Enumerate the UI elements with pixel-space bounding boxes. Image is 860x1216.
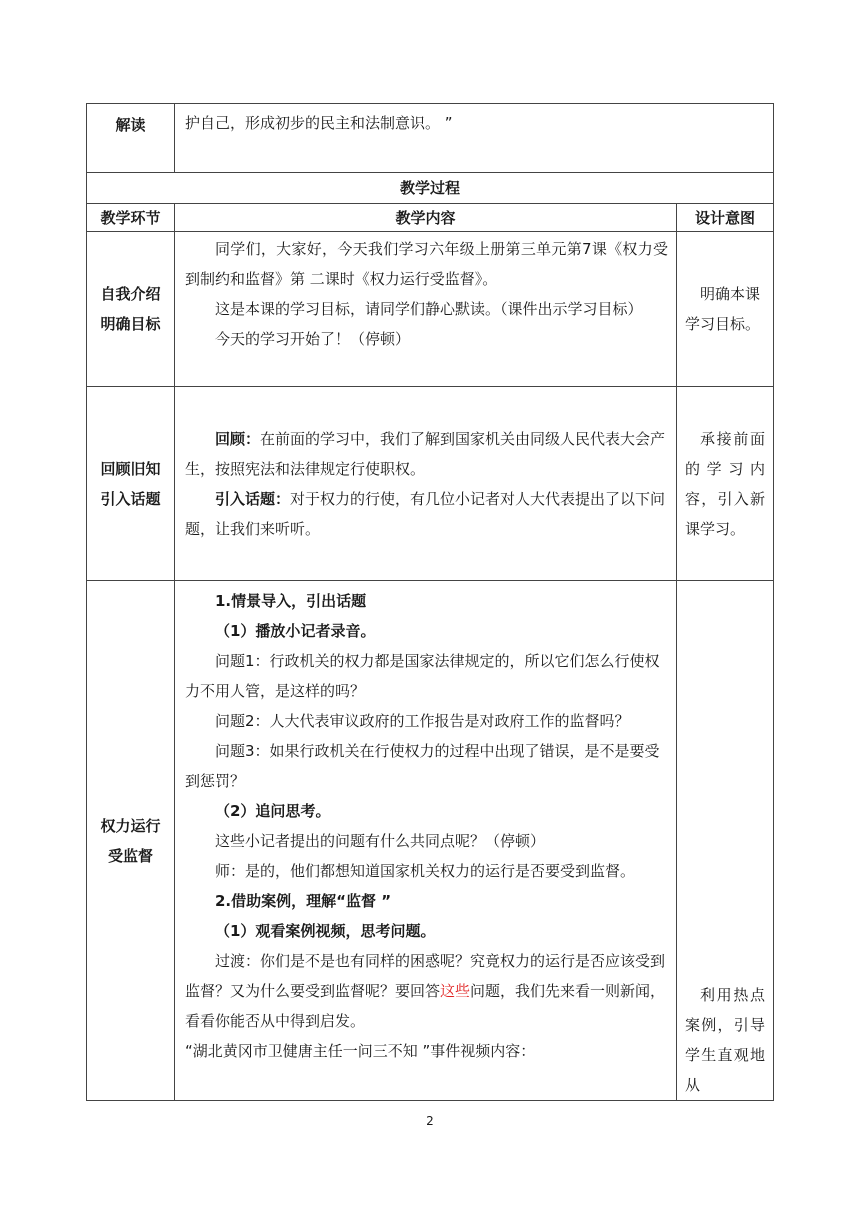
stage-content-intro: 同学们，大家好，今天我们学习六年级上册第三单元第7课《权力受到制约和监督》第 二课时《权力运行受监督》。 这是本课的学习目标，请同学们静心默读。（课件出示学习目标） 今天的学习开始了！（停顿） [175,232,677,387]
page-number: 2 [426,1114,434,1128]
stage-intent-intro: 明确本课学习目标。 [677,232,774,387]
stage-row-supervision [87,581,774,1101]
interpretation-text: 护自己，形成初步的民主和法制意识。 ” [175,104,774,173]
lesson-plan-table [86,103,774,1101]
stage-label-intro: 自我介绍 明确目标 [87,232,175,387]
stage-intent-review: 承接前面的学习内容，引入新课学习。 [677,387,774,581]
section-title: 教学过程 [87,173,774,204]
stage-label-review: 回顾旧知 引入话题 [87,387,175,581]
stage-label-supervision: 权力运行 受监督 [87,581,175,1101]
interpretation-label: 解读 [87,104,175,173]
interpretation-row [87,104,774,173]
header-content: 教学内容 [175,204,677,232]
stage-content-supervision: 1.情景导入，引出话题 （1）播放小记者录音。 问题1：行政机关的权力都是国家法律规定的，所以它们怎么行使权力不用人管，是这样的吗？ 问题2：人大代表审议政府的工作报告是对政府工作的监督吗？ 问题3：如果行政机关在行使权力的过程中出现了错误，是不是要受到惩罚？ （2）追问思考。 这些小记者提出的问题有什么共同点呢？（停顿） 师：是的，他们都想知道国家机关权力的运行是否要受到监督。 2.借助案例，理解“监督 ” （1）观看案例视频，思考问题。 过渡：你们是不是也有同样的困惑呢？究竟权力的运行是否应该受到监督？又为什么要受到监督呢？要回答这些问题，我们先来看一则新闻，看看你能否从中得到启发。 “湖北黄冈市卫健唐主任一问三不知 ”事件视频内容： [175,581,677,1101]
stage-content-review: 回顾：在前面的学习中，我们了解到国家机关由同级人民代表大会产生，按照宪法和法律规定行使职权。 引入话题：对于权力的行使，有几位小记者对人大代表提出了以下问题，让我们来听听。 [175,387,677,581]
stage-row-review [87,387,774,581]
stage-intent-supervision: 利用热点案例，引导学生直观地从 [677,581,774,1101]
header-row [87,204,774,232]
stage-row-intro [87,232,774,387]
header-intent: 设计意图 [677,204,774,232]
header-stage: 教学环节 [87,204,175,232]
